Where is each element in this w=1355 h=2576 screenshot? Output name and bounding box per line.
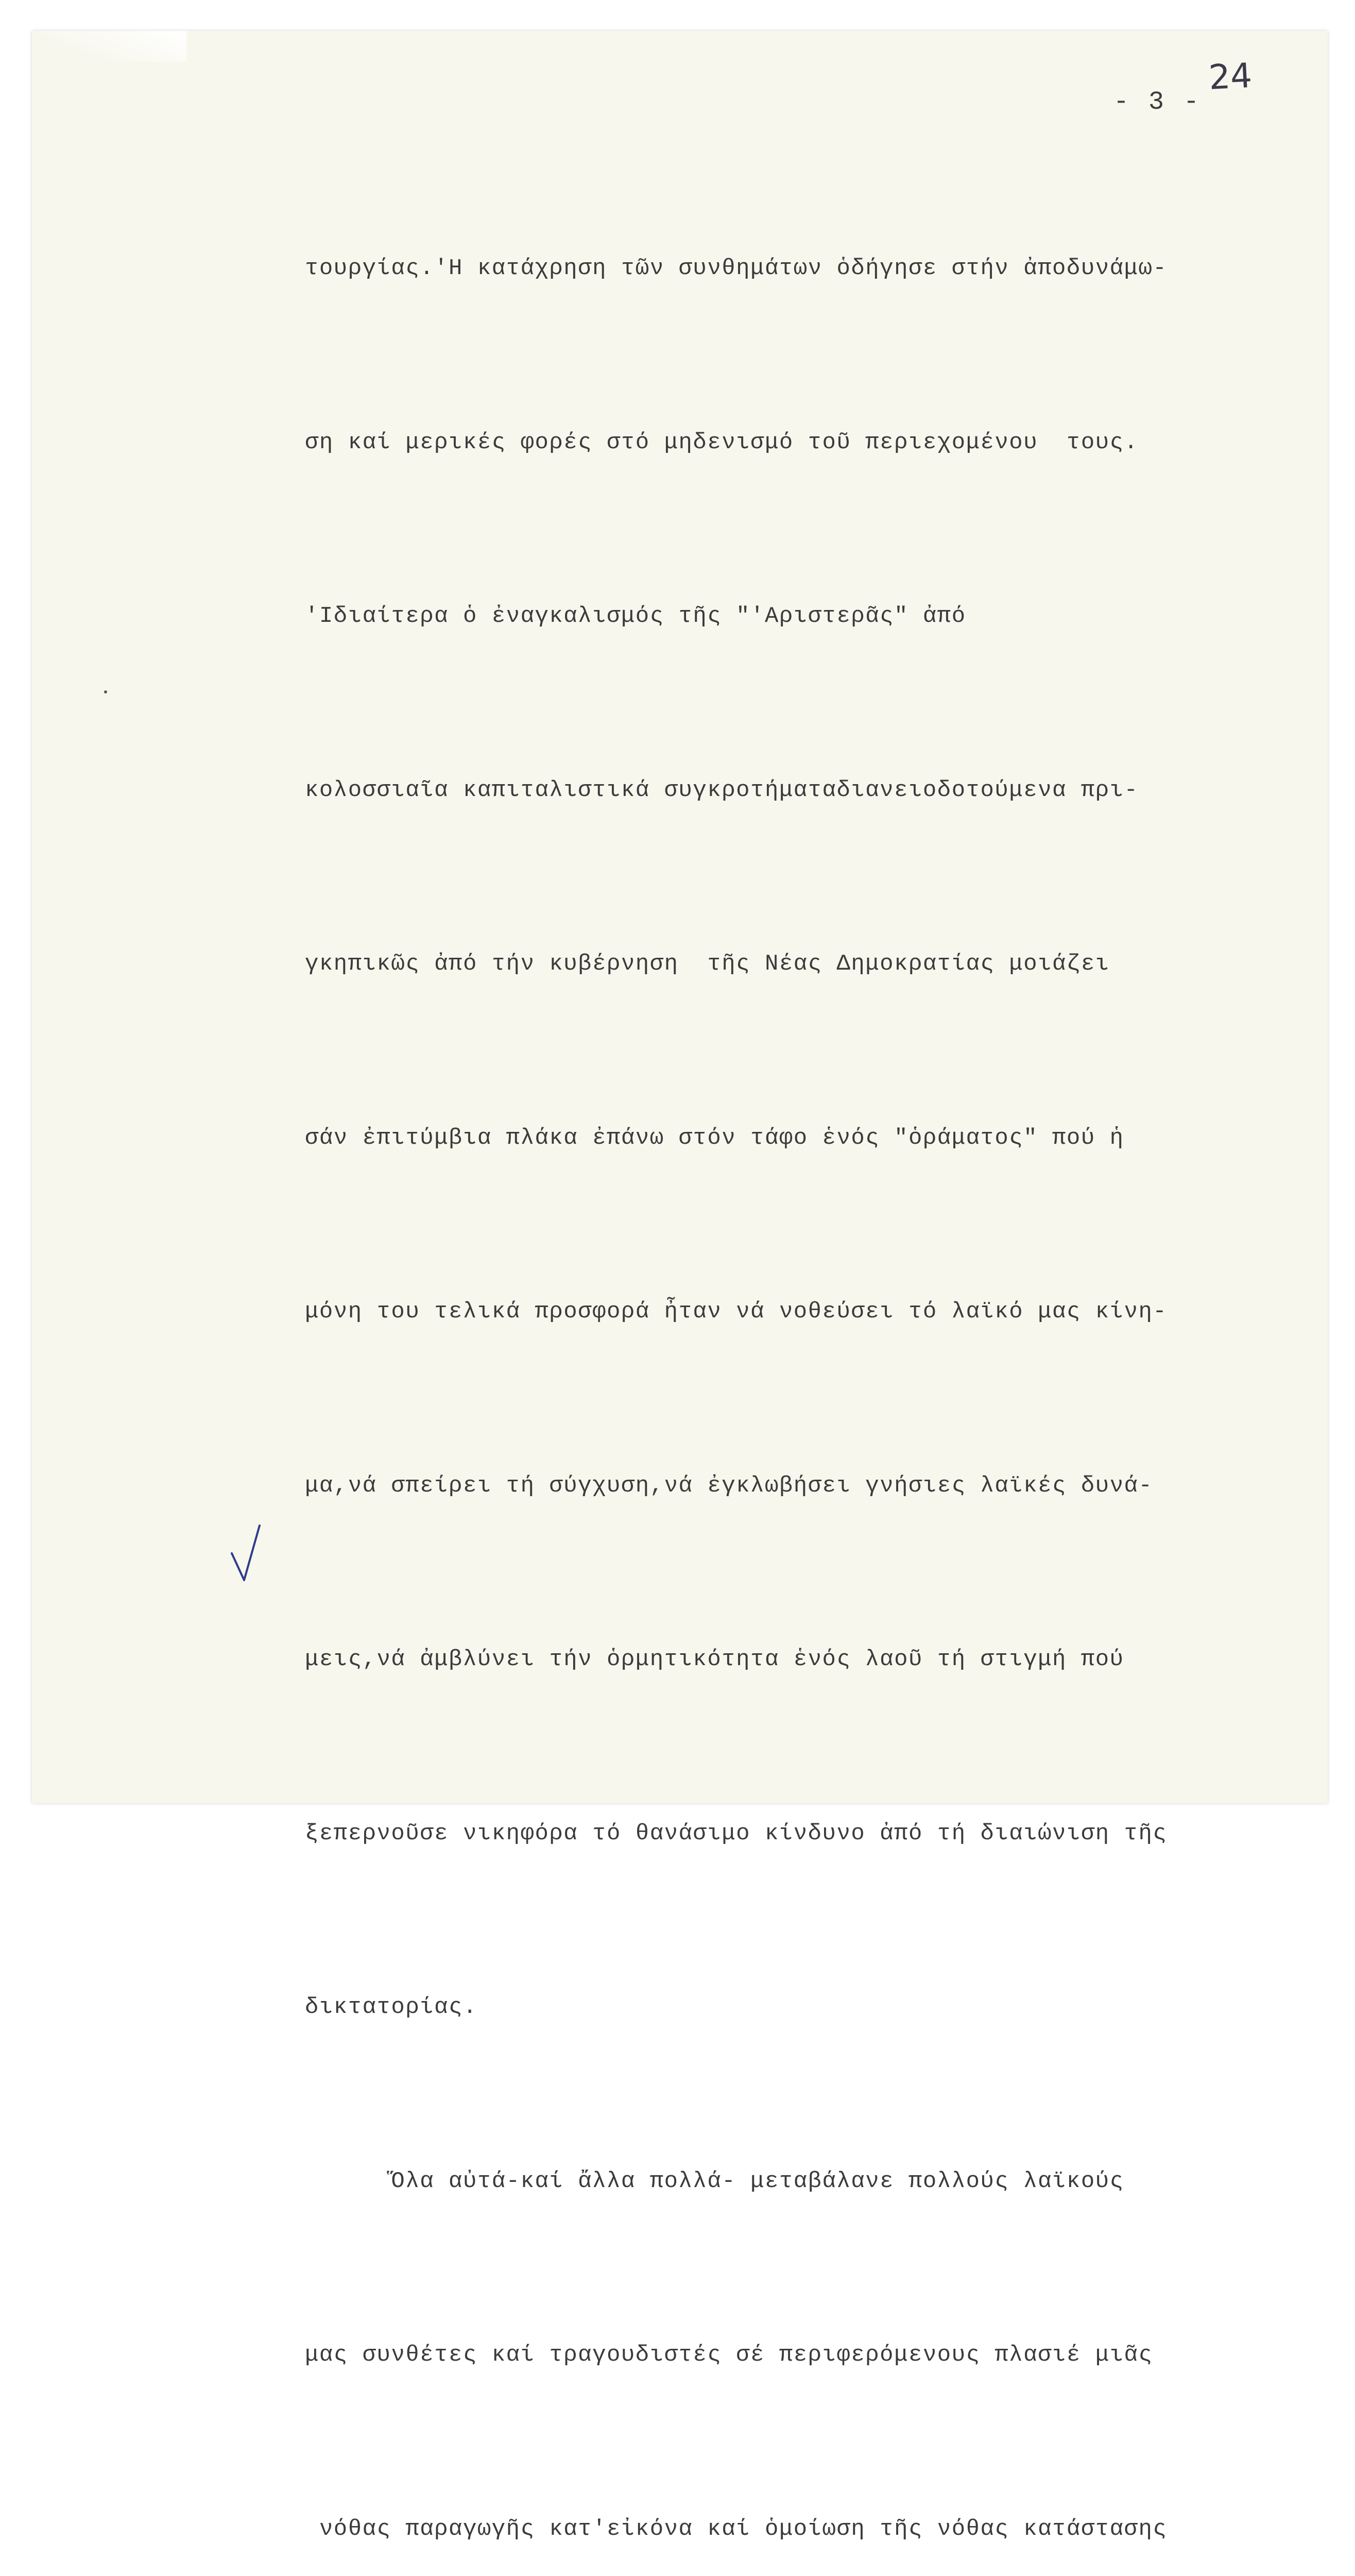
- text-line: σάν ἐπιτύμβια πλάκα ἐπάνω στόν τάφο ἑνός "ὁράματος" πού ἡ: [305, 1125, 1124, 1151]
- text-line: τουργίας.'Η κατάχρηση τῶν συνθημάτων ὁδήγησε στήν ἀποδυνάμω-: [305, 256, 1168, 281]
- text-line: νόθας παραγωγῆς κατ'εἰκόνα καί ὁμοίωση τῆς νόθας κατάστασης: [305, 2516, 1168, 2542]
- typed-body-text: [305, 124, 1304, 2576]
- text-line: μόνη του τελικά προσφορά ἦταν νά νοθεύσει τό λαϊκό μας κίνη-: [305, 1299, 1168, 1325]
- text-line: μα,νά σπείρει τή σύγχυση,νά ἐγκλωβήσει γνήσιες λαϊκές δυνά-: [305, 1472, 1153, 1499]
- check-mark-icon: [228, 1522, 264, 1584]
- text-line: δικτατορίας.: [305, 1994, 477, 2020]
- folio-number: 24: [1208, 55, 1253, 98]
- text-line: ση καί μερικές φορές στό μηδενισμό τοῦ περιεχομένου τους.: [305, 429, 1139, 455]
- text-line: κολοσσιαῖα καπιταλιστικά συγκροτήματαδιανειοδοτούμενα πρι-: [305, 777, 1139, 803]
- text-line: μεις,νά ἀμβλύνει τήν ὁρμητικότητα ἑνός λαοῦ τή στιγμή πού: [305, 1647, 1124, 1672]
- text-line: ξεπερνοῦσε νικηφόρα τό θανάσιμο κίνδυνο ἀπό τή διαιώνιση τῆς: [305, 1820, 1168, 1846]
- page-number: - 3 -: [1113, 88, 1202, 117]
- text-line: 'Ιδιαίτερα ὁ ἐναγκαλισμός τῆς "'Αριστερᾶς" ἀπό: [305, 603, 966, 629]
- text-line: γκηπικῶς ἀπό τήν κυβέρνηση τῆς Νέας Δημοκρατίας μοιάζει: [305, 951, 1110, 977]
- text-line: Ὅλα αὐτά-καί ἄλλα πολλά- μεταβάλανε πολλούς λαϊκούς: [305, 2168, 1124, 2194]
- corner-fold: [32, 31, 186, 62]
- text-line: μας συνθέτες καί τραγουδιστές σέ περιφερόμενους πλασιέ μιᾶς: [305, 2342, 1153, 2368]
- margin-mark: [104, 690, 107, 693]
